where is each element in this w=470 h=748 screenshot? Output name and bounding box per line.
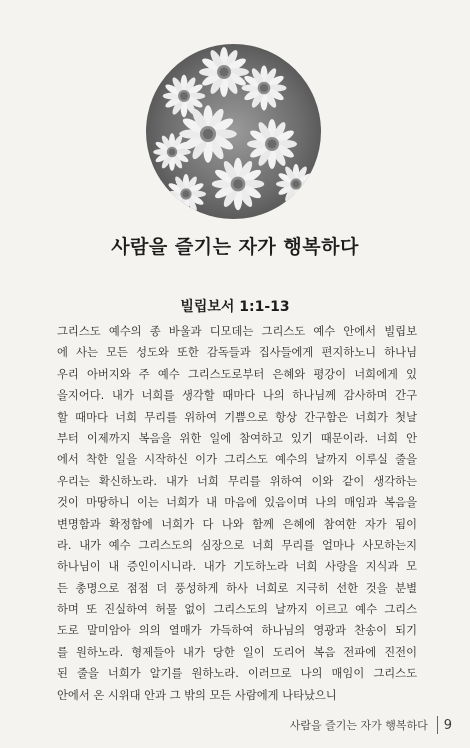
text-line: 을지어다. 내가 너희를 생각할 때마다 나의 하나님께 감사하며 간구 <box>57 389 417 403</box>
text-line: 부터 이제까지 복음을 위한 일에 참여하고 있기 때문이라. 너희 안 <box>57 431 417 445</box>
text-line: 도로 말미암아 의의 열매가 가득하여 하나님의 영광과 찬송이 되기 <box>57 624 417 638</box>
text-line: 그리스도 예수의 종 바울과 디모데는 그리스도 예수 안에서 빌립보 <box>57 325 417 338</box>
text-line: 라. 내가 예수 그리스도의 심장으로 너희 무리를 얼마나 사모하는지 <box>57 538 417 552</box>
daisy-photo <box>146 44 321 219</box>
page-footer <box>290 716 452 734</box>
scripture-reference: 빌립보서 1:1-13 <box>180 299 290 315</box>
text-line: 안에서 온 시위대 안과 그 밖의 모든 사람에게 나타났으니 <box>57 688 337 702</box>
running-title: 사람을 즐기는 자가 행복하다 <box>289 719 428 732</box>
text-line: 든 총명으로 점점 더 풍성하게 하사 너희로 지극히 선한 것을 분별 <box>57 581 417 595</box>
text-line: 변명함과 확정함에 너희가 다 나와 함께 은혜에 참여한 자가 됨이 <box>57 517 417 531</box>
article-title: 사람을 즐기는 자가 행복하다 <box>111 236 359 258</box>
text-line: 에서 착한 일을 시작하신 이가 그리스도 예수의 날까지 이루실 줄을 <box>57 453 417 467</box>
text-line: 하나님이 내 증인이시니라. 내가 기도하노라 너희 사랑을 지식과 모 <box>57 560 417 574</box>
text-line: 하며 또 진실하여 허물 없이 그리스도의 날까지 이르고 예수 그리스 <box>57 603 417 617</box>
footer-divider <box>437 716 438 734</box>
text-line: 된 줄을 너희가 알기를 원하노라. 이러므로 나의 매임이 그리스도 <box>57 667 417 681</box>
daisy-illustration <box>146 44 321 219</box>
page-number: 9 <box>443 717 452 733</box>
text-line: 할 때마다 너희 무리를 위하여 기쁨으로 항상 간구함은 너희가 첫날 <box>57 410 417 424</box>
text-line: 것이 마땅하니 이는 너희가 내 마음에 있음이며 나의 매임과 복음을 <box>57 496 417 510</box>
text-line: 를 원하노라. 형제들아 내가 당한 일이 도리어 복음 전파에 진전이 <box>57 645 417 659</box>
text-line: 에 사는 모든 성도와 또한 감독들과 집사들에게 편지하노니 하나님 <box>57 346 417 360</box>
scripture-text <box>57 321 417 706</box>
text-line: 우리 아버지와 주 예수 그리스도로부터 은혜와 평강이 너희에게 있 <box>57 367 417 381</box>
text-line: 우리는 확신하노라. 내가 너희 무리를 위하여 이와 같이 생각하는 <box>57 474 417 488</box>
